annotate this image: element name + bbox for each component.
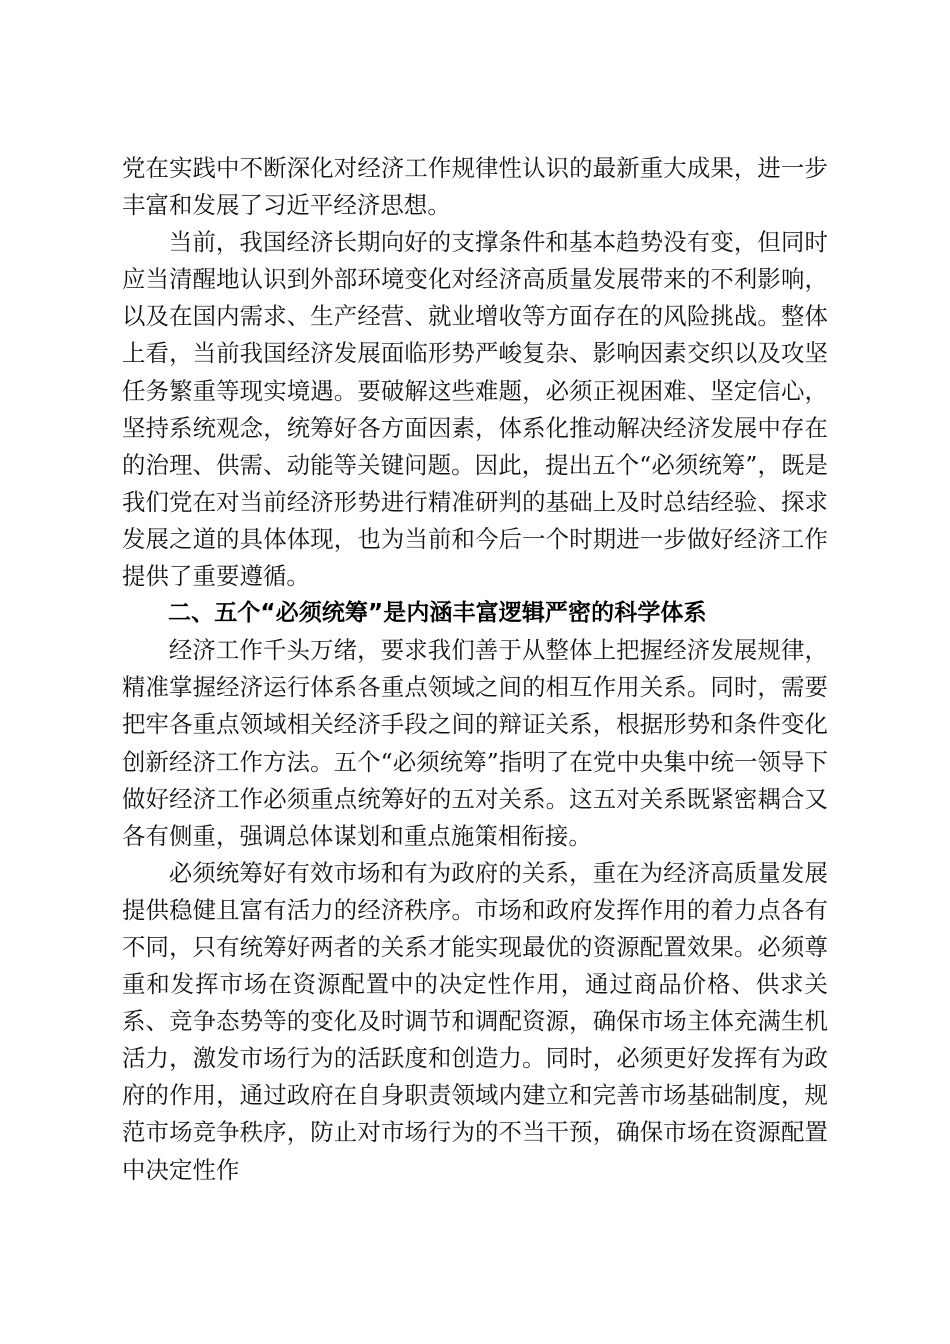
paragraph-continuation: 党在实践中不断深化对经济工作规律性认识的最新重大成果，进一步丰富和发展了习近平经济思想。: [122, 154, 828, 220]
paragraph-market-government: 必须统筹好有效市场和有为政府的关系，重在为经济高质量发展提供稳健且富有活力的经济秩序。市场和政府发挥作用的着力点各有不同，只有统筹好两者的关系才能实现最优的资源配置效果。必须尊重和发挥市场在资源配置中的决定性作用，通过商品价格、供求关系、竞争态势等的变化及时调节和调配资源，确保市场主体充满生机活力，激发市场行为的活跃度和创造力。同时，必须更好发挥有为政府的作用，通过政府在自身职责领域内建立和完善市场基础制度，规范市场竞争秩序，防止对市场行为的不当干预，确保市场在资源配置中决定性作: [122, 858, 828, 1184]
section-heading: 二、五个“必须统筹”是内涵丰富逻辑严密的科学体系: [168, 600, 707, 627]
paragraph-current-situation: 当前，我国经济长期向好的支撑条件和基本趋势没有变，但同时应当清醒地认识到外部环境变化对经济高质量发展带来的不利影响，以及在国内需求、生产经营、就业增收等方面存在的风险挑战。整体上看，当前我国经济发展面临形势严峻复杂、影响因素交织以及攻坚任务繁重等现实境遇。要破解这些难题，必须正视困难、坚定信心，坚持系统观念，统筹好各方面因素，体系化推动解决经济发展中存在的治理、供需、动能等关键问题。因此，提出五个“必须统筹”，既是我们党在对当前经济形势进行精准研判的基础上及时总结经验、探求发展之道的具体体现，也为当前和今后一个时期进一步做好经济工作提供了重要遵循。: [122, 228, 828, 591]
document-body: [122, 150, 828, 1189]
paragraph-economic-work: 经济工作千头万绪，要求我们善于从整体上把握经济发展规律，精准掌握经济运行体系各重点领域之间的相互作用关系。同时，需要把牢各重点领域相关经济手段之间的辩证关系，根据形势和条件变化创新经济工作方法。五个“必须统筹”指明了在党中央集中统一领导下做好经济工作必须重点统筹好的五对关系。这五对关系既紧密耦合又各有侧重，强调总体谋划和重点施策相衔接。: [122, 636, 828, 850]
